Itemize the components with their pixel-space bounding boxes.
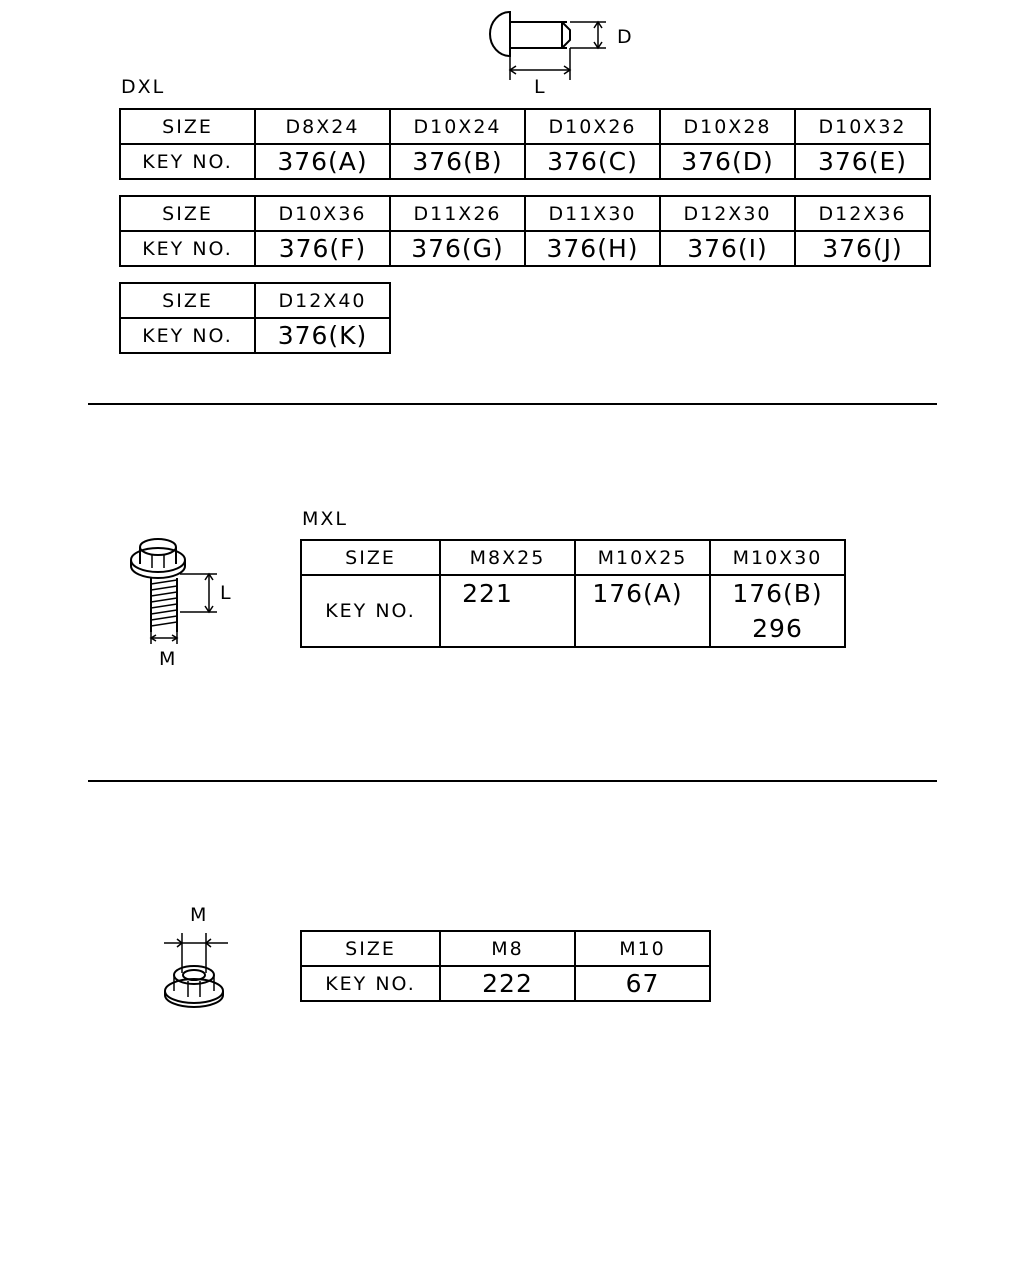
key-row-label: KEY NO. <box>301 575 440 647</box>
size-row-label: SIZE <box>120 283 255 318</box>
size-cell: D11X30 <box>525 196 660 231</box>
dxl-table-2 <box>119 195 931 267</box>
dimension-m-label: M <box>159 648 178 670</box>
size-cell: D12X36 <box>795 196 930 231</box>
size-cell: D11X26 <box>390 196 525 231</box>
key-cell: 376(K) <box>255 318 390 353</box>
rivet-pin-drawing <box>470 0 640 100</box>
size-row-label: SIZE <box>120 196 255 231</box>
key-cell: 376(E) <box>795 144 930 179</box>
key-cell: 376(D) <box>660 144 795 179</box>
size-cell: D10X28 <box>660 109 795 144</box>
dimension-l-label: L <box>534 76 547 98</box>
size-cell: M8X25 <box>440 540 575 575</box>
size-row-label: SIZE <box>301 931 440 966</box>
key-row-label: KEY NO. <box>120 144 255 179</box>
key-cell: 376(F) <box>255 231 390 266</box>
dxl-section-title: DXL <box>121 76 166 98</box>
key-value: 176(A) <box>592 579 683 608</box>
key-cell <box>575 575 710 647</box>
key-cell: 376(G) <box>390 231 525 266</box>
size-row-label: SIZE <box>301 540 440 575</box>
size-cell: D8X24 <box>255 109 390 144</box>
key-row-label: KEY NO. <box>120 231 255 266</box>
key-cell: 376(J) <box>795 231 930 266</box>
mxl-table <box>300 539 846 648</box>
size-cell: M10X30 <box>710 540 845 575</box>
flange-nut-drawing <box>160 925 240 1015</box>
dxl-table-1 <box>119 108 931 180</box>
size-cell: M10X25 <box>575 540 710 575</box>
key-cell <box>440 575 575 647</box>
key-cell: 376(A) <box>255 144 390 179</box>
size-cell: M10 <box>575 931 710 966</box>
size-cell: D10X26 <box>525 109 660 144</box>
key-value: 221 <box>462 579 513 608</box>
key-row-label: KEY NO. <box>120 318 255 353</box>
key-value: 176(B) <box>732 579 823 608</box>
size-cell: M8 <box>440 931 575 966</box>
dimension-l-label: L <box>220 582 233 604</box>
key-value: 296 <box>752 614 803 643</box>
key-cell: 376(C) <box>525 144 660 179</box>
section-divider <box>88 780 937 782</box>
key-cell: 222 <box>440 966 575 1001</box>
key-cell <box>710 575 845 647</box>
size-cell: D10X32 <box>795 109 930 144</box>
dimension-m-label: M <box>190 904 209 926</box>
nut-table <box>300 930 711 1002</box>
key-cell: 376(B) <box>390 144 525 179</box>
key-cell: 376(H) <box>525 231 660 266</box>
mxl-section-title: MXL <box>302 508 348 530</box>
dxl-table-3 <box>119 282 391 354</box>
size-cell: D10X24 <box>390 109 525 144</box>
key-cell: 67 <box>575 966 710 1001</box>
size-cell: D12X40 <box>255 283 390 318</box>
key-cell: 376(I) <box>660 231 795 266</box>
key-row-label: KEY NO. <box>301 966 440 1001</box>
size-cell: D12X30 <box>660 196 795 231</box>
dimension-d-label: D <box>617 26 634 48</box>
size-row-label: SIZE <box>120 109 255 144</box>
size-cell: D10X36 <box>255 196 390 231</box>
section-divider <box>88 403 937 405</box>
